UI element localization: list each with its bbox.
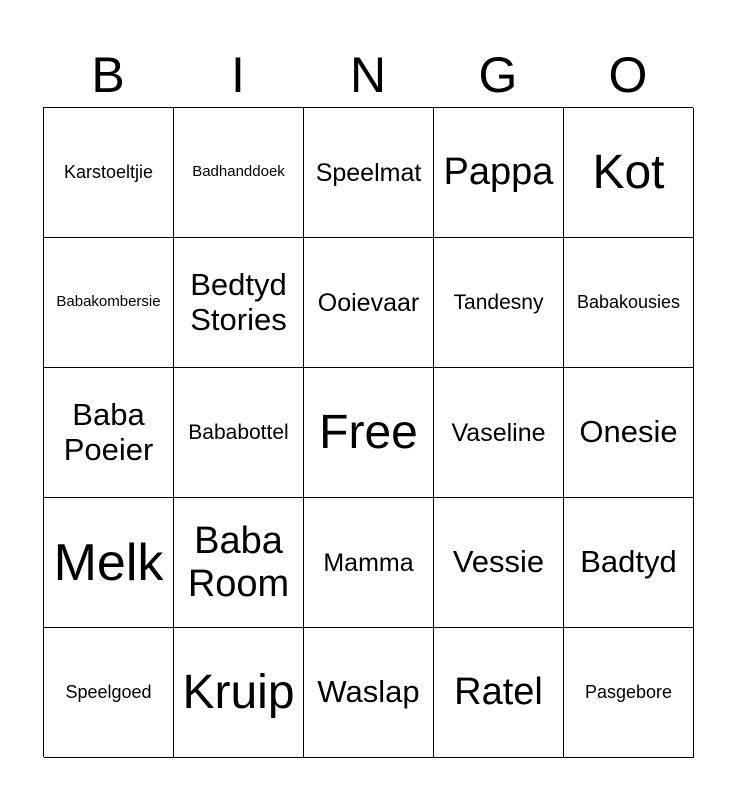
cell-label: Ooievaar: [317, 288, 420, 317]
cell-label: Speelgoed: [65, 682, 152, 703]
header-letter-o: O: [608, 47, 648, 103]
cell-label: Onesie: [579, 414, 678, 450]
header-letter-g: G: [478, 47, 518, 103]
cell-label: Ratel: [454, 671, 543, 714]
bingo-cell[interactable]: [434, 238, 564, 368]
bingo-cell[interactable]: [434, 628, 564, 758]
cell-label: Babakousies: [576, 292, 681, 313]
bingo-cell[interactable]: [44, 368, 174, 498]
cell-label: Baba Room: [187, 519, 290, 605]
cell-label: Kot: [592, 145, 665, 199]
cell-label: Vessie: [452, 544, 545, 580]
bingo-cell[interactable]: [304, 628, 434, 758]
cell-label: Bababottel: [188, 420, 289, 444]
cell-label: Badtyd: [580, 544, 677, 580]
cell-label: Baba Poeier: [63, 396, 154, 467]
bingo-cell[interactable]: [174, 238, 304, 368]
cell-label: Kruip: [182, 665, 295, 719]
bingo-cell[interactable]: [44, 498, 174, 628]
cell-label: Mamma: [323, 548, 414, 577]
bingo-cell[interactable]: [44, 108, 174, 238]
bingo-header: [43, 45, 693, 105]
bingo-cell[interactable]: [174, 498, 304, 628]
bingo-cell[interactable]: [564, 108, 694, 238]
cell-label: Vaseline: [451, 418, 546, 447]
bingo-cell[interactable]: [174, 108, 304, 238]
cell-label: Free: [319, 405, 418, 459]
cell-label: Melk: [53, 533, 164, 592]
header-letter-b: B: [91, 47, 125, 103]
bingo-cell[interactable]: [44, 628, 174, 758]
cell-label: Bedtyd Stories: [190, 266, 287, 337]
cell-label: Pappa: [443, 151, 554, 194]
header-letter-i: I: [231, 47, 245, 103]
bingo-cell[interactable]: [564, 628, 694, 758]
bingo-cell[interactable]: [434, 498, 564, 628]
bingo-cell[interactable]: [174, 628, 304, 758]
cell-label: Pasgebore: [584, 682, 673, 703]
cell-label: Speelmat: [315, 158, 422, 187]
bingo-cell[interactable]: [564, 238, 694, 368]
cell-label: Babakombersie: [56, 293, 161, 311]
bingo-grid: [43, 107, 693, 757]
bingo-cell[interactable]: [434, 368, 564, 498]
bingo-cell[interactable]: [304, 108, 434, 238]
bingo-cell free-space[interactable]: [304, 368, 434, 498]
cell-label: Tandesny: [453, 290, 544, 314]
cell-label: Karstoeltjie: [63, 162, 154, 183]
cell-label: Waslap: [317, 674, 420, 710]
bingo-cell[interactable]: [564, 498, 694, 628]
bingo-cell[interactable]: [564, 368, 694, 498]
bingo-cell[interactable]: [44, 238, 174, 368]
bingo-cell[interactable]: [304, 238, 434, 368]
header-letter-n: N: [349, 47, 387, 103]
bingo-cell[interactable]: [304, 498, 434, 628]
bingo-cell[interactable]: [174, 368, 304, 498]
cell-label: Badhanddoek: [192, 163, 285, 181]
bingo-cell[interactable]: [434, 108, 564, 238]
